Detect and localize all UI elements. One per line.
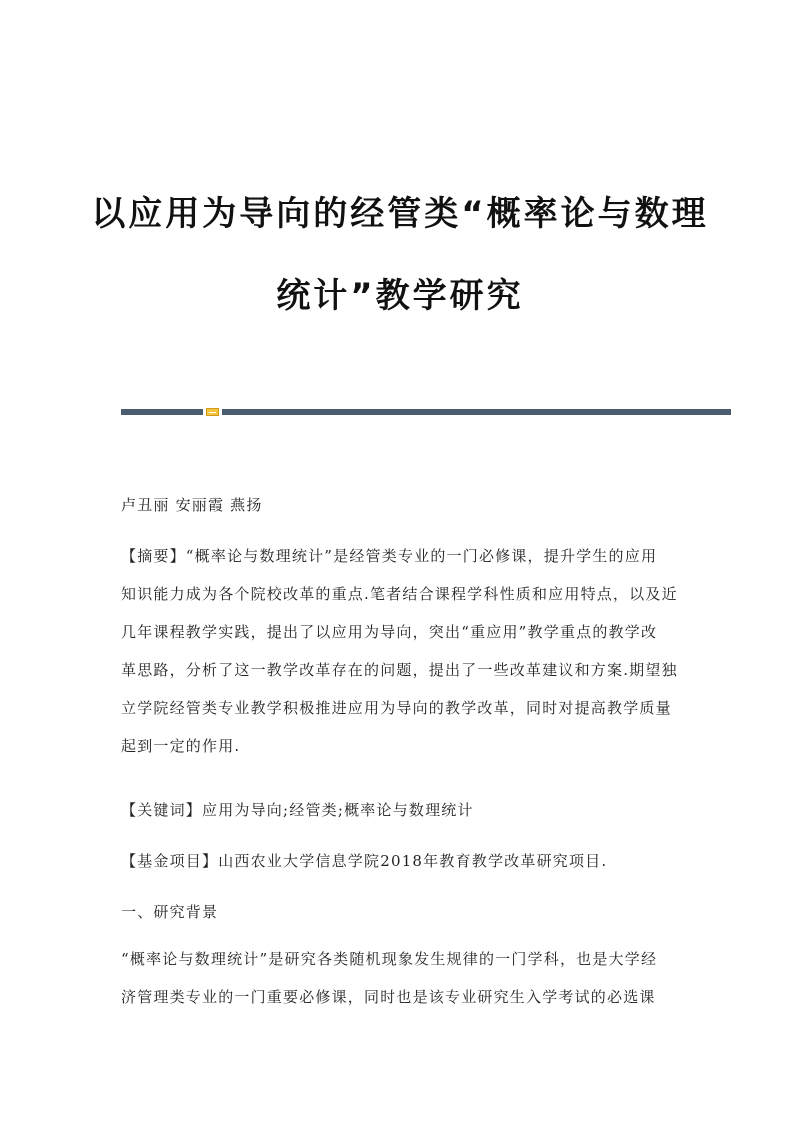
- abstract-line: 起到一定的作用.: [121, 737, 241, 755]
- abstract-line: 立学院经管类专业教学积极推进应用为导向的教学改革，同时对提高教学质量: [121, 699, 672, 717]
- section-heading: 一、研究背景: [121, 903, 219, 921]
- title-divider: [121, 408, 731, 416]
- body-line: “概率论与数理统计”是研究各类随机现象发生规律的一门学科，也是大学经: [121, 950, 658, 968]
- divider-emblem-icon: [206, 408, 219, 416]
- authors: 卢丑丽 安丽霞 燕扬: [121, 496, 263, 514]
- divider-bar-left: [121, 409, 203, 415]
- abstract-line: 几年课程教学实践，提出了以应用为导向，突出“重应用”教学重点的教学改: [121, 623, 658, 641]
- body-line: 济管理类专业的一门重要必修课，同时也是该专业研究生入学考试的必选课: [121, 988, 656, 1006]
- page-title-line-1: 以应用为导向的经管类“概率论与数理: [91, 194, 709, 234]
- abstract-line: 知识能力成为各个院校改革的重点.笔者结合课程学科性质和应用特点，以及近: [121, 585, 678, 603]
- page-title-line-2: 统计”教学研究: [276, 276, 524, 316]
- abstract-line: 【摘要】“概率论与数理统计”是经管类专业的一门必修课，提升学生的应用: [121, 547, 658, 565]
- keywords: 【关键词】应用为导向;经管类;概率论与数理统计: [121, 801, 474, 819]
- abstract-line: 革思路，分析了这一教学改革存在的问题，提出了一些改革建议和方案.期望独: [121, 661, 678, 679]
- fund-project: 【基金项目】山西农业大学信息学院2018年教育教学改革研究项目.: [121, 852, 608, 870]
- divider-bar-right: [222, 409, 731, 415]
